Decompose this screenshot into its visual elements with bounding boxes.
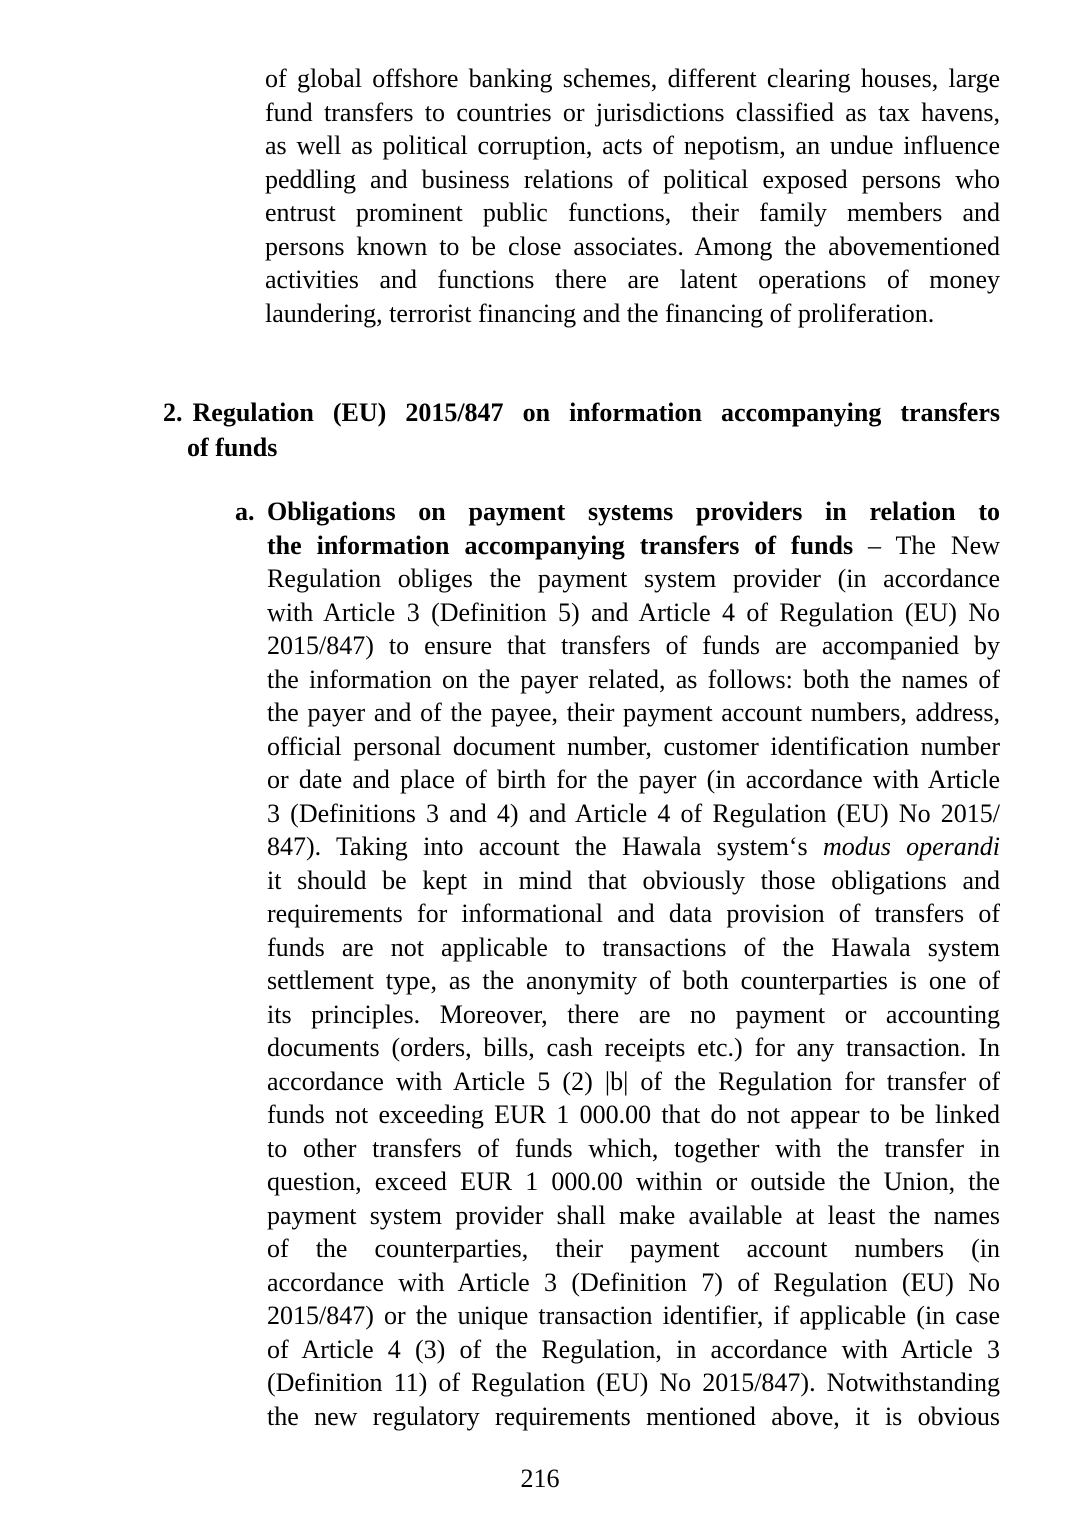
text-line	[267, 763, 1000, 797]
text-segment: or date and place of birth for the payer (in accordance with Article	[267, 765, 1000, 794]
text-segment: accordance with Article 3 (Definition 7) of Regulation (EU) No	[267, 1267, 1000, 1297]
text-segment: Obligations on payment systems providers in relation to	[267, 497, 1000, 526]
text-line	[267, 1065, 1000, 1099]
text-segment: documents (orders, bills, cash receipts etc.) for any transaction. In	[267, 1033, 1000, 1062]
text-line	[267, 730, 1000, 764]
section-heading	[163, 395, 1000, 465]
text-segment: the new regulatory requirements mentioned above, it is obvious	[267, 1401, 1000, 1431]
text-line	[267, 1098, 1000, 1132]
text-line	[267, 1199, 1000, 1233]
text-segment: laundering, terrorist financing and the financing of proliferation.	[265, 298, 935, 328]
text-segment: payment system provider shall make available at least the names	[267, 1200, 1000, 1230]
text-line	[267, 864, 1000, 898]
text-line	[265, 163, 1000, 197]
text-segment: it should be kept in mind that obviously those obligations and	[267, 865, 1000, 895]
text-segment: requirements for informational and data provision of transfers of	[267, 899, 1000, 928]
list-item-body	[267, 495, 1000, 1433]
text-segment: modus operandi	[822, 832, 1000, 861]
text-line	[267, 696, 1000, 730]
text-line	[265, 297, 1000, 331]
text-segment: settlement type, as the anonymity of both counterparties is one of	[267, 966, 1000, 995]
text-line	[267, 797, 1000, 831]
text-line	[267, 529, 1000, 563]
text-line	[265, 62, 1000, 96]
text-segment: official personal document number, customer identification number	[267, 731, 1000, 761]
text-segment: (Definition 11) of Regulation (EU) No 2015/847). Notwithstanding	[267, 1368, 1000, 1397]
text-segment: of Article 4 (3) of the Regulation, in accordance with Article 3	[267, 1334, 1000, 1364]
section-title-text: Regulation (EU) 2015/847 on information accompanying transfers	[192, 398, 1000, 427]
text-line	[267, 897, 1000, 931]
text-line	[267, 830, 1000, 864]
text-line	[267, 1232, 1000, 1266]
text-line	[267, 596, 1000, 630]
text-segment: fund transfers to countries or jurisdictions classified as tax havens,	[265, 97, 1000, 127]
text-line	[267, 663, 1000, 697]
text-segment: the information accompanying transfers of funds	[267, 530, 854, 560]
text-segment: 2015/847) to ensure that transfers of funds are accompanied by	[267, 631, 1000, 660]
text-segment: of global offshore banking schemes, different clearing houses, large	[265, 64, 1000, 93]
text-line	[267, 1366, 1000, 1400]
text-segment: question, exceed EUR 1 000.00 within or outside the Union, the	[267, 1167, 1000, 1196]
section-heading-line2: of funds	[187, 433, 278, 462]
text-line	[267, 1299, 1000, 1333]
text-line	[267, 1132, 1000, 1166]
text-segment: funds not exceeding EUR 1 000.00 that do not appear to be linked	[267, 1100, 1000, 1129]
text-segment: funds are not applicable to transactions of the Hawala system	[267, 932, 1000, 962]
text-segment: the information on the payer related, as follows: both the names of	[267, 664, 1000, 694]
list-item-marker: a.	[235, 497, 255, 526]
section-heading-line1	[163, 395, 1000, 430]
text-segment: 3 (Definitions 3 and 4) and Article 4 of Regulation (EU) No 2015/	[267, 798, 1000, 828]
text-segment: 2015/847) or the unique transaction identifier, if applicable (in case	[267, 1301, 1000, 1330]
text-segment: entrust prominent public functions, their family members and	[265, 198, 1000, 227]
text-line	[267, 931, 1000, 965]
text-line	[265, 196, 1000, 230]
text-line	[267, 562, 1000, 596]
page-number: 216	[520, 1464, 560, 1493]
intro-paragraph	[265, 62, 1000, 330]
text-segment: as well as political corruption, acts of nepotism, an undue influence	[265, 131, 1000, 160]
text-line	[267, 1031, 1000, 1065]
text-segment: peddling and business relations of political exposed persons who	[265, 164, 1000, 194]
text-segment: activities and functions there are latent operations of money	[265, 265, 1000, 294]
text-line	[265, 230, 1000, 264]
text-segment: – The New	[853, 530, 1000, 560]
text-line	[267, 495, 1000, 529]
text-segment: its principles. Moreover, there are no payment or accounting	[267, 999, 1000, 1029]
text-line	[267, 1266, 1000, 1300]
text-segment: 847). Taking into account the Hawala system‘s	[267, 832, 823, 861]
text-line	[267, 629, 1000, 663]
text-segment: the payer and of the payee, their payment account numbers, address,	[267, 698, 1000, 727]
text-segment: with Article 3 (Definition 5) and Article 4 of Regulation (EU) No	[267, 597, 1000, 627]
text-segment: persons known to be close associates. Among the abovementioned	[265, 231, 1000, 261]
text-line	[267, 964, 1000, 998]
text-line	[265, 263, 1000, 297]
text-line	[267, 1400, 1000, 1434]
text-line	[267, 1165, 1000, 1199]
text-segment: accordance with Article 5 (2) |b| of the Regulation for transfer of	[267, 1066, 1000, 1096]
text-segment: Regulation obliges the payment system provider (in accordance	[267, 564, 1000, 593]
text-line	[267, 998, 1000, 1032]
text-segment: of the counterparties, their payment account numbers (in	[267, 1234, 1000, 1263]
text-line	[267, 1333, 1000, 1367]
section-number: 2.	[163, 398, 183, 427]
text-line	[265, 96, 1000, 130]
list-item-a	[235, 495, 1000, 1433]
text-segment: to other transfers of funds which, together with the transfer in	[267, 1133, 1000, 1163]
text-line	[265, 129, 1000, 163]
